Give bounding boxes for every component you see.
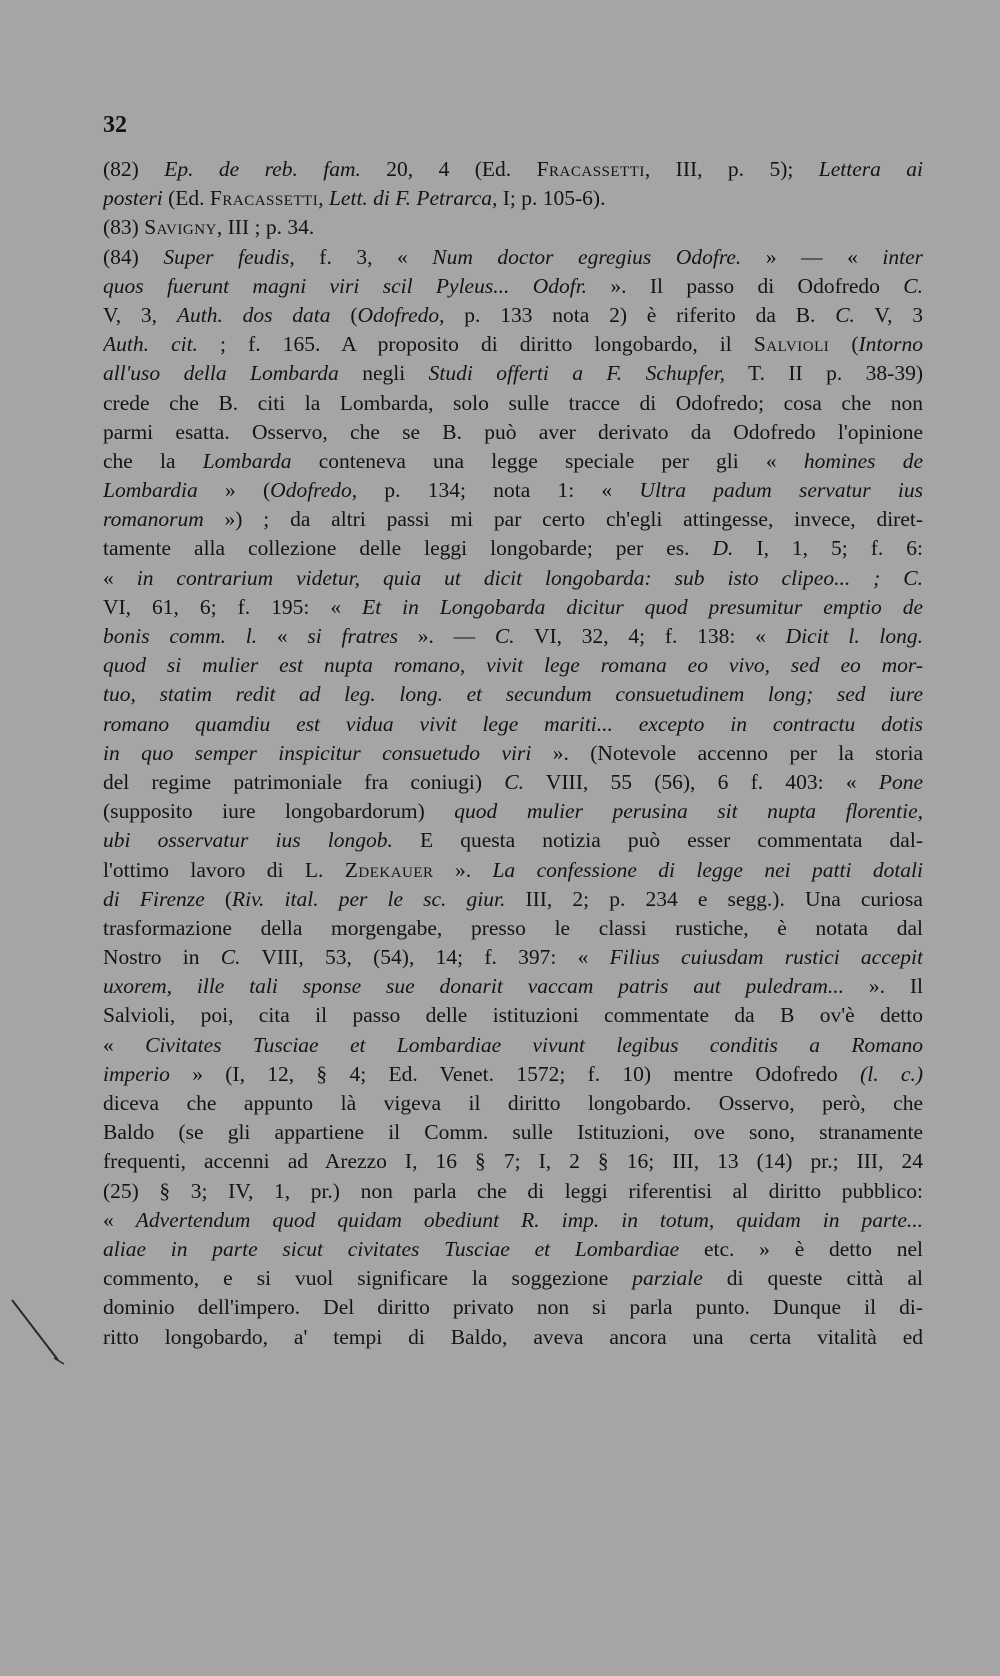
text-run: » (I, 12, § 4; Ed. Venet. 1572; f. 10) mentre Odofredo: [169, 1061, 861, 1086]
text-run: C.: [504, 769, 525, 794]
text-run: VIII, 55 (56), 6 f. 403: «: [524, 769, 879, 794]
text-run: si fratres: [307, 624, 399, 648]
text-run: (l. c.): [860, 1061, 923, 1086]
text-run: posteri: [103, 186, 163, 211]
text-line: [103, 301, 923, 330]
text-run: Pone: [878, 769, 923, 794]
text-run: Auth. cit.: [103, 332, 198, 357]
text-run: (82): [103, 157, 165, 181]
text-line: [103, 1118, 923, 1147]
text-run: in contrarium videtur, quia ut dicit longobarda: sub isto clipeo... ; C.: [136, 565, 923, 590]
text-run: trasformazione della morgengabe, presso le classi rustiche, è notata dal: [103, 915, 923, 940]
text-run: quos fuerunt magni viri scil Pyleus... Odofr.: [103, 273, 588, 298]
text-run: l'ottimo lavoro di L.: [103, 857, 345, 882]
text-run: Baldo (se gli appartiene il Comm. sulle Istituzioni, ove sono, stranamente: [103, 1120, 923, 1145]
text-run: quod si mulier est nupta romano, vivit lege romana eo vivo, sed eo mor-: [103, 653, 923, 678]
text-run: V, 3,: [103, 302, 177, 327]
text-line: [103, 184, 923, 213]
text-run: I; p. 105-6).: [497, 186, 606, 211]
text-run: VI, 61, 6; f. 195: «: [103, 594, 363, 619]
text-run: diceva che appunto là vigeva il diritto longobardo. Osservo, però, che: [103, 1091, 923, 1115]
text-run: ». Il: [844, 974, 923, 999]
text-run: p. 134; nota 1: «: [357, 478, 640, 503]
text-run: romanorum: [103, 507, 204, 532]
text-line: [103, 593, 923, 622]
text-run: (25) § 3; IV, 1, pr.) non parla che di leggi riferentisi al diritto pubblico:: [103, 1178, 923, 1203]
text-run: quod mulier perusina sit nupta florentie,: [454, 799, 923, 824]
text-run: ubi osservatur ius longob.: [103, 828, 393, 853]
text-run: «: [103, 1207, 136, 1232]
text-run: T. II p. 38-39): [725, 361, 923, 386]
text-run: Lombardia: [103, 478, 198, 503]
text-run: del regime patrimoniale fra coniugi): [103, 769, 505, 794]
text-line: [103, 972, 923, 1001]
text-run: di queste città al: [702, 1266, 923, 1291]
text-run: Auth. dos data: [176, 302, 331, 327]
text-line: [103, 243, 923, 272]
text-line: [103, 1293, 923, 1322]
text-run: III, 2; p. 234 e segg.). Una curiosa: [505, 886, 923, 911]
text-line: [103, 534, 923, 563]
text-run: C.: [835, 302, 855, 327]
text-run: C.: [494, 624, 515, 648]
text-run: , III, p. 5);: [644, 157, 819, 181]
text-run: in quo semper inspicitur consuetudo viri: [103, 740, 532, 765]
text-line: [103, 1177, 923, 1206]
text-line: [103, 914, 923, 943]
text-run: Ultra padum servatur ius: [639, 478, 923, 503]
text-run: Odofredo,: [357, 302, 445, 327]
text-line: [103, 1060, 923, 1089]
text-run: , III ; p. 34.: [216, 215, 315, 240]
text-line: [103, 739, 923, 768]
page-number: 32: [103, 112, 127, 138]
text-run: C.: [903, 273, 923, 298]
text-run: imperio: [103, 1061, 170, 1086]
text-line: [103, 1235, 923, 1264]
text-line: [103, 505, 923, 534]
text-run: Ep. de reb. fam.: [164, 157, 361, 181]
text-line: [103, 1001, 923, 1030]
text-run: f. 3, «: [294, 244, 433, 269]
text-run: all'uso della Lombarda: [103, 361, 339, 386]
text-line: [103, 856, 923, 885]
text-run: (84): [103, 244, 164, 269]
text-line: [103, 1147, 923, 1176]
text-run: E questa notizia può esser commentata dal-: [392, 828, 923, 853]
text-run: Civitates Tusciae et Lombardiae vivunt legibus conditis a Romano: [145, 1032, 923, 1057]
text-run: VI, 32, 4; f. 138: «: [514, 624, 786, 648]
text-line: [103, 797, 923, 826]
text-line: [103, 1031, 923, 1060]
text-run: tuo, statim redit ad leg. long. et secundum consuetudinem long; sed iure: [103, 682, 923, 707]
text-line: [103, 213, 923, 242]
text-run: (supposito iure longobardorum): [103, 799, 455, 824]
text-run: ». (Notevole accenno per la storia: [531, 740, 923, 765]
text-line: [103, 330, 923, 359]
text-line: [103, 389, 923, 418]
text-line: [103, 943, 923, 972]
text-run: ,: [318, 186, 329, 211]
text-line: [103, 622, 923, 651]
text-run: commento, e si vuol significare la soggezione: [103, 1266, 633, 1291]
text-run: dominio dell'impero. Del diritto privato non si parla punto. Dunque il di-: [103, 1295, 923, 1320]
text-run: parmi esatta. Osservo, che se B. può aver derivato da Odofredo l'opinione: [103, 419, 923, 444]
text-run: ».: [433, 857, 493, 882]
text-line: [103, 651, 923, 680]
text-run: di Firenze: [103, 886, 205, 911]
text-run: I, 1, 5; f. 6:: [733, 536, 923, 561]
text-run: V, 3: [854, 302, 923, 327]
text-run: inter: [882, 244, 923, 269]
text-line: [103, 447, 923, 476]
text-run: «: [257, 624, 308, 648]
text-run: Lett. di F. Petrarca,: [328, 186, 498, 211]
text-run: Studi offerti a F. Schupfer,: [428, 361, 726, 386]
text-line: [103, 359, 923, 388]
text-run: Et in Longobarda dicitur quod presumitur emptio de: [362, 594, 923, 619]
text-line: [103, 476, 923, 505]
text-run: Lombarda: [202, 448, 292, 473]
text-run: parziale: [632, 1266, 703, 1291]
text-run: aliae in parte sicut civitates Tusciae et Lombardiae: [103, 1236, 680, 1261]
text-run: » (: [197, 478, 271, 503]
text-run: tamente alla collezione delle leggi longobarde; per es.: [103, 536, 713, 561]
text-run: ». —: [398, 624, 495, 648]
text-run: Lettera ai: [818, 157, 923, 181]
text-run: conteneva una legge speciale per gli «: [291, 448, 804, 473]
text-run: ; f. 165. A proposito di diritto longobardo, il: [197, 332, 754, 357]
text-run: La confessione di legge nei patti dotali: [492, 857, 923, 882]
text-run: «: [103, 565, 137, 590]
text-run: Nostro in: [103, 945, 221, 970]
text-line: [103, 680, 923, 709]
text-line: [103, 1264, 923, 1293]
text-line: [103, 418, 923, 447]
text-run: romano quamdiu est vidua vivit lege mariti... excepto in contractu dotis: [103, 711, 923, 736]
text-line: [103, 272, 923, 301]
text-run: «: [103, 1032, 146, 1057]
text-run: crede che B. citi la Lombarda, solo sulle tracce di Odofredo; cosa che non: [103, 390, 923, 415]
text-line: [103, 768, 923, 797]
text-run: che la: [103, 448, 203, 473]
text-run: Dicit l. long.: [785, 624, 923, 648]
text-run: C.: [220, 945, 241, 970]
text-run: frequenti, accenni ad Arezzo I, 16 § 7; I, 2 § 16; III, 13 (14) pr.; III, 24: [103, 1149, 923, 1174]
text-line: [103, 1089, 923, 1118]
text-run: p. 133 nota 2) è riferito da B.: [444, 302, 836, 327]
text-run: uxorem, ille tali sponse sue donarit vaccam patris aut puledram...: [103, 974, 845, 999]
text-run: Savigny: [144, 215, 217, 240]
text-run: homines de: [803, 448, 923, 473]
text-line: [103, 826, 923, 855]
text-line: [103, 155, 923, 184]
text-run: bonis comm. l.: [103, 624, 258, 648]
text-run: » — «: [741, 244, 883, 269]
text-run: ritto longobardo, a' tempi di Baldo, aveva ancora una certa vitalità ed: [103, 1324, 923, 1349]
text-line: [103, 1206, 923, 1235]
text-run: Zdekauer: [344, 857, 434, 882]
text-run: ». Il passo di Odofredo: [587, 273, 904, 298]
text-line: [103, 564, 923, 593]
margin-pen-mark: [10, 1298, 70, 1378]
text-line: [103, 1323, 923, 1352]
text-run: VIII, 53, (54), 14; f. 397: «: [240, 945, 610, 970]
text-run: Salvioli: [753, 332, 830, 357]
text-run: ») ; da altri passi mi par certo ch'egli attingesse, invece, diret-: [203, 507, 923, 532]
text-run: etc. » è detto nel: [679, 1236, 923, 1261]
text-run: (: [829, 332, 859, 357]
text-run: (: [204, 886, 232, 911]
text-run: Odofredo,: [270, 478, 358, 503]
text-line: [103, 885, 923, 914]
text-run: 20, 4 (Ed.: [360, 157, 537, 181]
text-line: [103, 710, 923, 739]
text-run: Filius cuiusdam rustici accepit: [609, 945, 923, 970]
text-run: D.: [712, 536, 734, 561]
text-run: Fracassetti: [536, 157, 645, 181]
text-run: Intorno: [858, 332, 923, 357]
text-run: Riv. ital. per le sc. giur.: [232, 886, 506, 911]
text-run: Fracassetti: [209, 186, 319, 211]
text-run: Num doctor egregius Odofre.: [432, 244, 742, 269]
text-run: negli: [338, 361, 429, 386]
text-run: (Ed.: [162, 186, 210, 211]
text-run: Advertendum quod quidam obediunt R. imp. in totum, quidam in parte...: [135, 1207, 923, 1232]
text-run: Salvioli, poi, cita il passo delle istituzioni commentate da B ov'è detto: [103, 1003, 923, 1028]
text-run: Super feudis,: [163, 244, 295, 269]
footnotes-block: [103, 155, 923, 1352]
text-run: (: [330, 302, 358, 327]
text-run: (83): [103, 215, 145, 240]
